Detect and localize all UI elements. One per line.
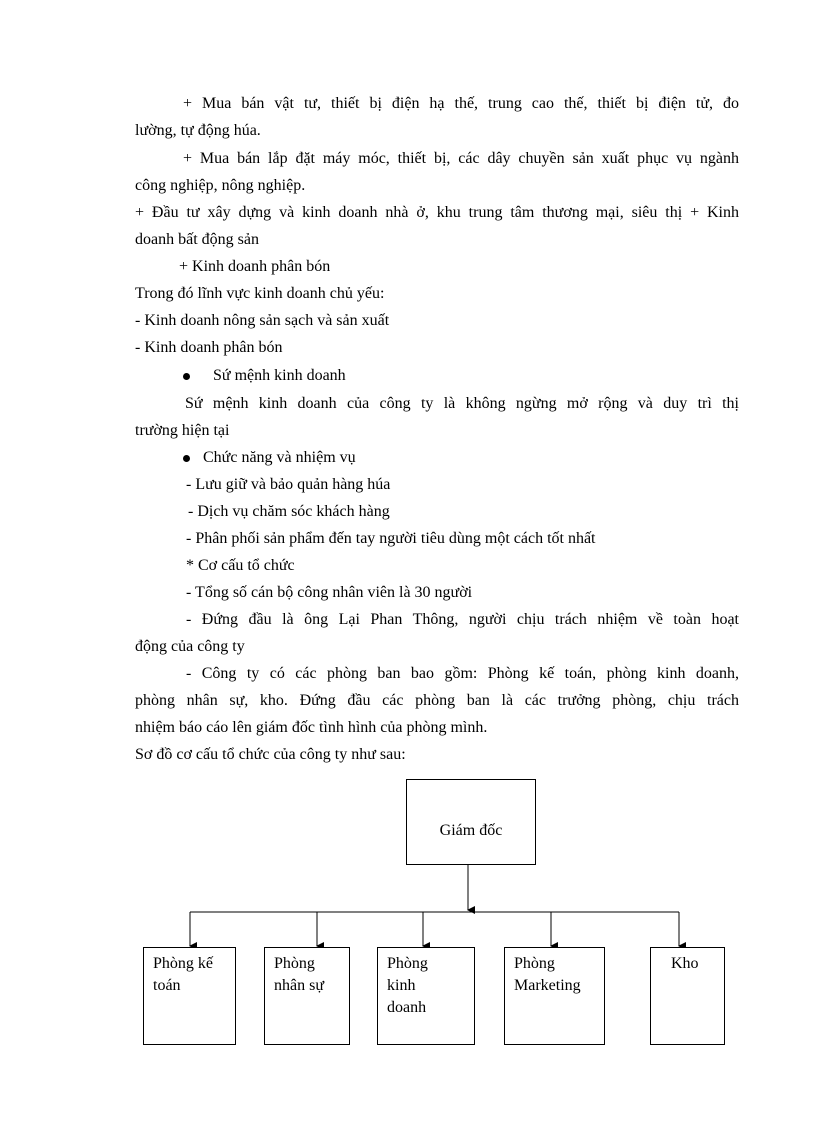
paragraph-line: công nghiệp, nông nghiệp.: [135, 177, 306, 194]
paragraph-line: + Mua bán vật tư, thiết bị điện hạ thế, trung cao thế, thiết bị điện tử, đo: [183, 95, 739, 112]
paragraph-line: Sứ mệnh kinh doanh của công ty là không ngừng mở rộng và duy trì thị: [185, 395, 739, 412]
department-box: [264, 947, 350, 1045]
paragraph-line: phòng nhân sự, kho. Đứng đầu các phòng ban là các trưởng phòng, chịu trách: [135, 692, 739, 709]
department-label: nhân sự: [274, 977, 324, 994]
department-label: Phòng: [514, 955, 555, 972]
director-box: [406, 779, 536, 865]
department-box: [504, 947, 605, 1045]
department-box: [143, 947, 236, 1045]
department-label: doanh: [387, 999, 427, 1016]
paragraph-line: + Mua bán lắp đặt máy móc, thiết bị, các dây chuyền sản xuất phục vụ ngành: [183, 150, 739, 167]
paragraph-line: + Kinh doanh phân bón: [179, 258, 331, 275]
paragraph-line: lường, tự động húa.: [135, 122, 261, 139]
paragraph-line: nhiệm báo cáo lên giám đốc tình hình của phòng mình.: [135, 719, 488, 736]
department-box: [377, 947, 475, 1045]
paragraph-line: - Đứng đầu là ông Lại Phan Thông, người chịu trách nhiệm về toàn hoạt: [186, 611, 739, 628]
list-item: - Tổng số cán bộ công nhân viên là 30 người: [186, 584, 473, 601]
list-item: - Dịch vụ chăm sóc khách hàng: [188, 503, 390, 520]
list-item: * Cơ cấu tổ chức: [186, 557, 295, 574]
department-label: Kho: [671, 955, 699, 972]
paragraph-line: - Kinh doanh phân bón: [135, 339, 283, 356]
paragraph-line: - Công ty có các phòng ban bao gồm: Phòng kế toán, phòng kinh doanh,: [186, 665, 739, 682]
department-box: [650, 947, 725, 1045]
section-heading: Chức năng và nhiệm vụ: [203, 449, 356, 466]
list-item: - Phân phối sản phẩm đến tay người tiêu dùng một cách tốt nhất: [186, 530, 596, 547]
paragraph-line: động của công ty: [135, 638, 245, 655]
department-label: toán: [153, 977, 181, 994]
paragraph-line: + Đầu tư xây dựng và kinh doanh nhà ở, khu trung tâm thương mại, siêu thị + Kinh: [135, 204, 739, 221]
department-label: Phòng: [274, 955, 315, 972]
paragraph-line: trường hiện tại: [135, 422, 230, 439]
department-label: kinh: [387, 977, 416, 994]
department-label: Phòng kế: [153, 955, 213, 972]
section-heading: Sứ mệnh kinh doanh: [213, 367, 346, 384]
paragraph-line: doanh bất động sản: [135, 231, 259, 248]
paragraph-line: Trong đó lĩnh vực kinh doanh chủ yếu:: [135, 285, 385, 302]
department-label: Marketing: [514, 977, 581, 994]
director-label: Giám đốc: [439, 822, 503, 839]
paragraph-line: - Kinh doanh nông sản sạch và sản xuất: [135, 312, 390, 329]
list-item: - Lưu giữ và bảo quản hàng húa: [186, 476, 391, 493]
paragraph-line: Sơ đồ cơ cấu tổ chức của công ty như sau:: [135, 746, 406, 763]
department-label: Phòng: [387, 955, 428, 972]
